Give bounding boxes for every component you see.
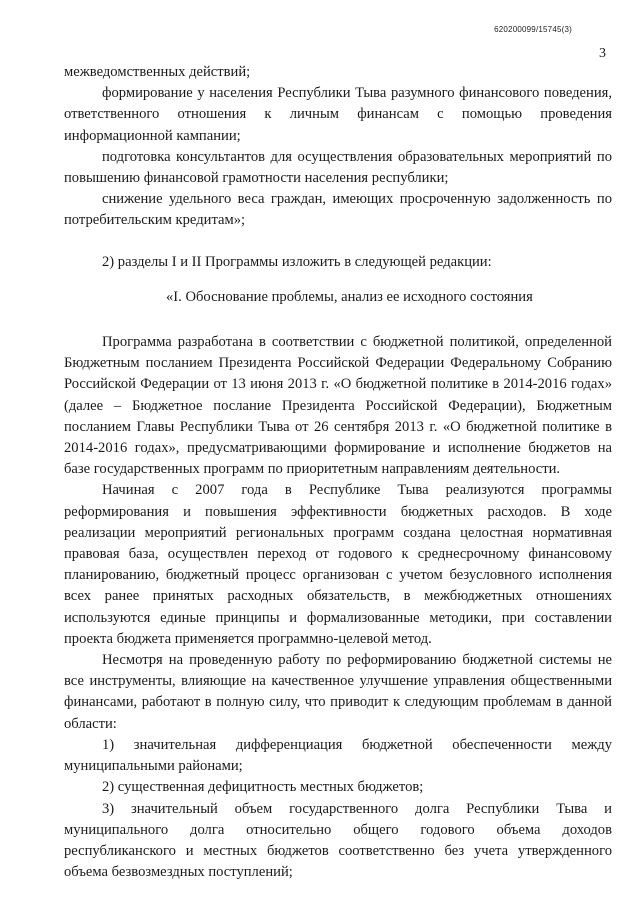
paragraph: Несмотря на проведенную работу по реформированию бюджетной системы не все инструменты, влияющие на качественное улучшение управления общественными финансами, работают в полную силу, что приводит к следующим проблемам в данной области: — [64, 652, 612, 732]
page-number: 3 — [599, 46, 606, 61]
paragraph: формирование у населения Республики Тыва разумного финансового поведения, ответственного отношения к личным финансам с помощью проведения информационной кампании; — [64, 85, 612, 144]
list-item: 2) существенная дефицитность местных бюджетов; — [102, 779, 424, 796]
paragraph: снижение удельного веса граждан, имеющих просроченную задолженность по потребительским кредитам»; — [64, 191, 612, 229]
paragraph: подготовка консультантов для осуществления образовательных мероприятий по повышению финансовой грамотности населения республики; — [64, 148, 612, 187]
document-body — [64, 62, 612, 883]
document-number: 620200099/15745(3) — [494, 25, 572, 34]
list-item: 1) значительная дифференциация бюджетной обеспеченности между муниципальными районами; — [64, 736, 612, 775]
paragraph: 2) разделы I и II Программы изложить в следующей редакции: — [102, 253, 492, 270]
list-item: 3) значительный объем государственного долга Республики Тыва и муниципального долга относительно общего годового объема доходов республиканского и местных бюджетов соответственно без учета утвержденного объема безвозмездных поступлений; — [64, 800, 612, 881]
section-heading: «I. Обоснование проблемы, анализ ее исходного состояния — [166, 288, 533, 305]
paragraph: Программа разработана в соответствии с бюджетной политикой, определенной Бюджетным посланием Президента Российской Федерации Федеральному Собранию Российской Федерации от 13 июня 2013 г. «О бюджетной политике в 2014-2016 годах» (далее – Бюджетное послание Президента Российской Федерации), Бюджетным посланием Главы Республики Тыва от 26 сентября 2013 г. «О бюджетной политике в 2014-2016 годах», предусматривающими формирование и исполнение бюджетов на базе государственных программ по приоритетным направлениям деятельности. — [64, 334, 612, 478]
paragraph: межведомственных действий; — [64, 64, 251, 80]
paragraph: Начиная с 2007 года в Республике Тыва реализуются программы реформирования и повышения эффективности бюджетных расходов. В ходе реализации мероприятий региональных программ создана целостная нормативная правовая база, осуществлен переход от годового к среднесрочному финансовому планированию, бюджетный процесс организован с учетом безусловного исполнения всех ранее принятых расходных обязательств, в межбюджетных отношениях используются единые принципы и формализованные методики, при составлении проекта бюджета применяется программно-целевой метод. — [64, 482, 612, 647]
